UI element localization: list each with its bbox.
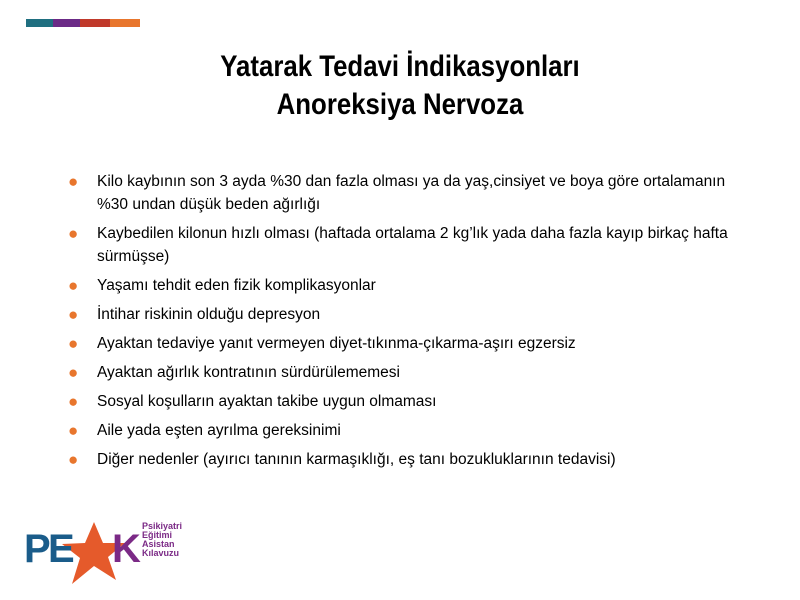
color-bar-orange [110,19,140,27]
color-bar-red [80,19,110,27]
list-item [66,448,736,471]
bullet-icon: ● [68,224,79,243]
bullet-text: Ayaktan tedaviye yanıt vermeyen diyet-tıkınma-çıkarma-aşırı egzersiz [97,335,576,352]
list-item [66,170,736,216]
bullet-text: Ayaktan ağırlık kontratının sürdürülememesi [97,364,400,381]
bullet-text: Sosyal koşulların ayaktan takibe uygun olmaması [97,393,437,410]
bullet-icon: ● [68,392,79,411]
logo-subtitle [142,522,182,558]
decorative-color-bar [26,19,140,27]
slide-title [56,48,744,124]
bullet-icon: ● [68,276,79,295]
title-line-1: Yatarak Tedavi İndikasyonları [220,50,580,83]
bullet-text: Kilo kaybının son 3 ayda %30 dan fazla olması ya da yaş,cinsiyet ve boya göre ortalamanın %30 undan düşük beden ağırlığı [97,173,726,213]
list-item [66,332,736,355]
bullet-icon: ● [68,172,79,191]
logo-subtitle-line: Psikiyatri [142,521,183,531]
bullet-text: Kaybedilen kilonun hızlı olması (haftada ortalama 2 kg’lık yada daha fazla kayıp birkaç hafta sürmüşse) [97,225,728,265]
list-item [66,361,736,384]
list-item [66,303,736,326]
logo-letter-p: P [24,527,51,571]
bullet-icon: ● [68,450,79,469]
bullet-text: İntihar riskinin olduğu depresyon [97,306,321,323]
bullet-text: Aile yada eşten ayrılma gereksinimi [97,422,341,439]
bullet-icon: ● [68,421,79,440]
logo-subtitle-line: Asistan [142,539,175,549]
list-item [66,390,736,413]
color-bar-teal [26,19,53,27]
bullet-icon: ● [68,363,79,382]
list-item [66,274,736,297]
color-bar-purple [53,19,80,27]
logo-subtitle-line: Eğitimi [142,530,173,540]
logo-subtitle-line: Kılavuzu [142,548,180,558]
title-line-2: Anoreksiya Nervoza [276,88,524,121]
logo-letter-k: K [112,527,141,571]
bullet-text: Diğer nedenler (ayırıcı tanının karmaşıklığı, eş tanı bozukluklarının tedavisi) [97,451,616,468]
list-item [66,222,736,268]
bullet-list [66,170,736,477]
bullet-icon: ● [68,305,79,324]
bullet-icon: ● [68,334,79,353]
logo-letter-e: E [48,527,75,571]
list-item [66,419,736,442]
bullet-text: Yaşamı tehdit eden fizik komplikasyonlar [97,277,376,294]
